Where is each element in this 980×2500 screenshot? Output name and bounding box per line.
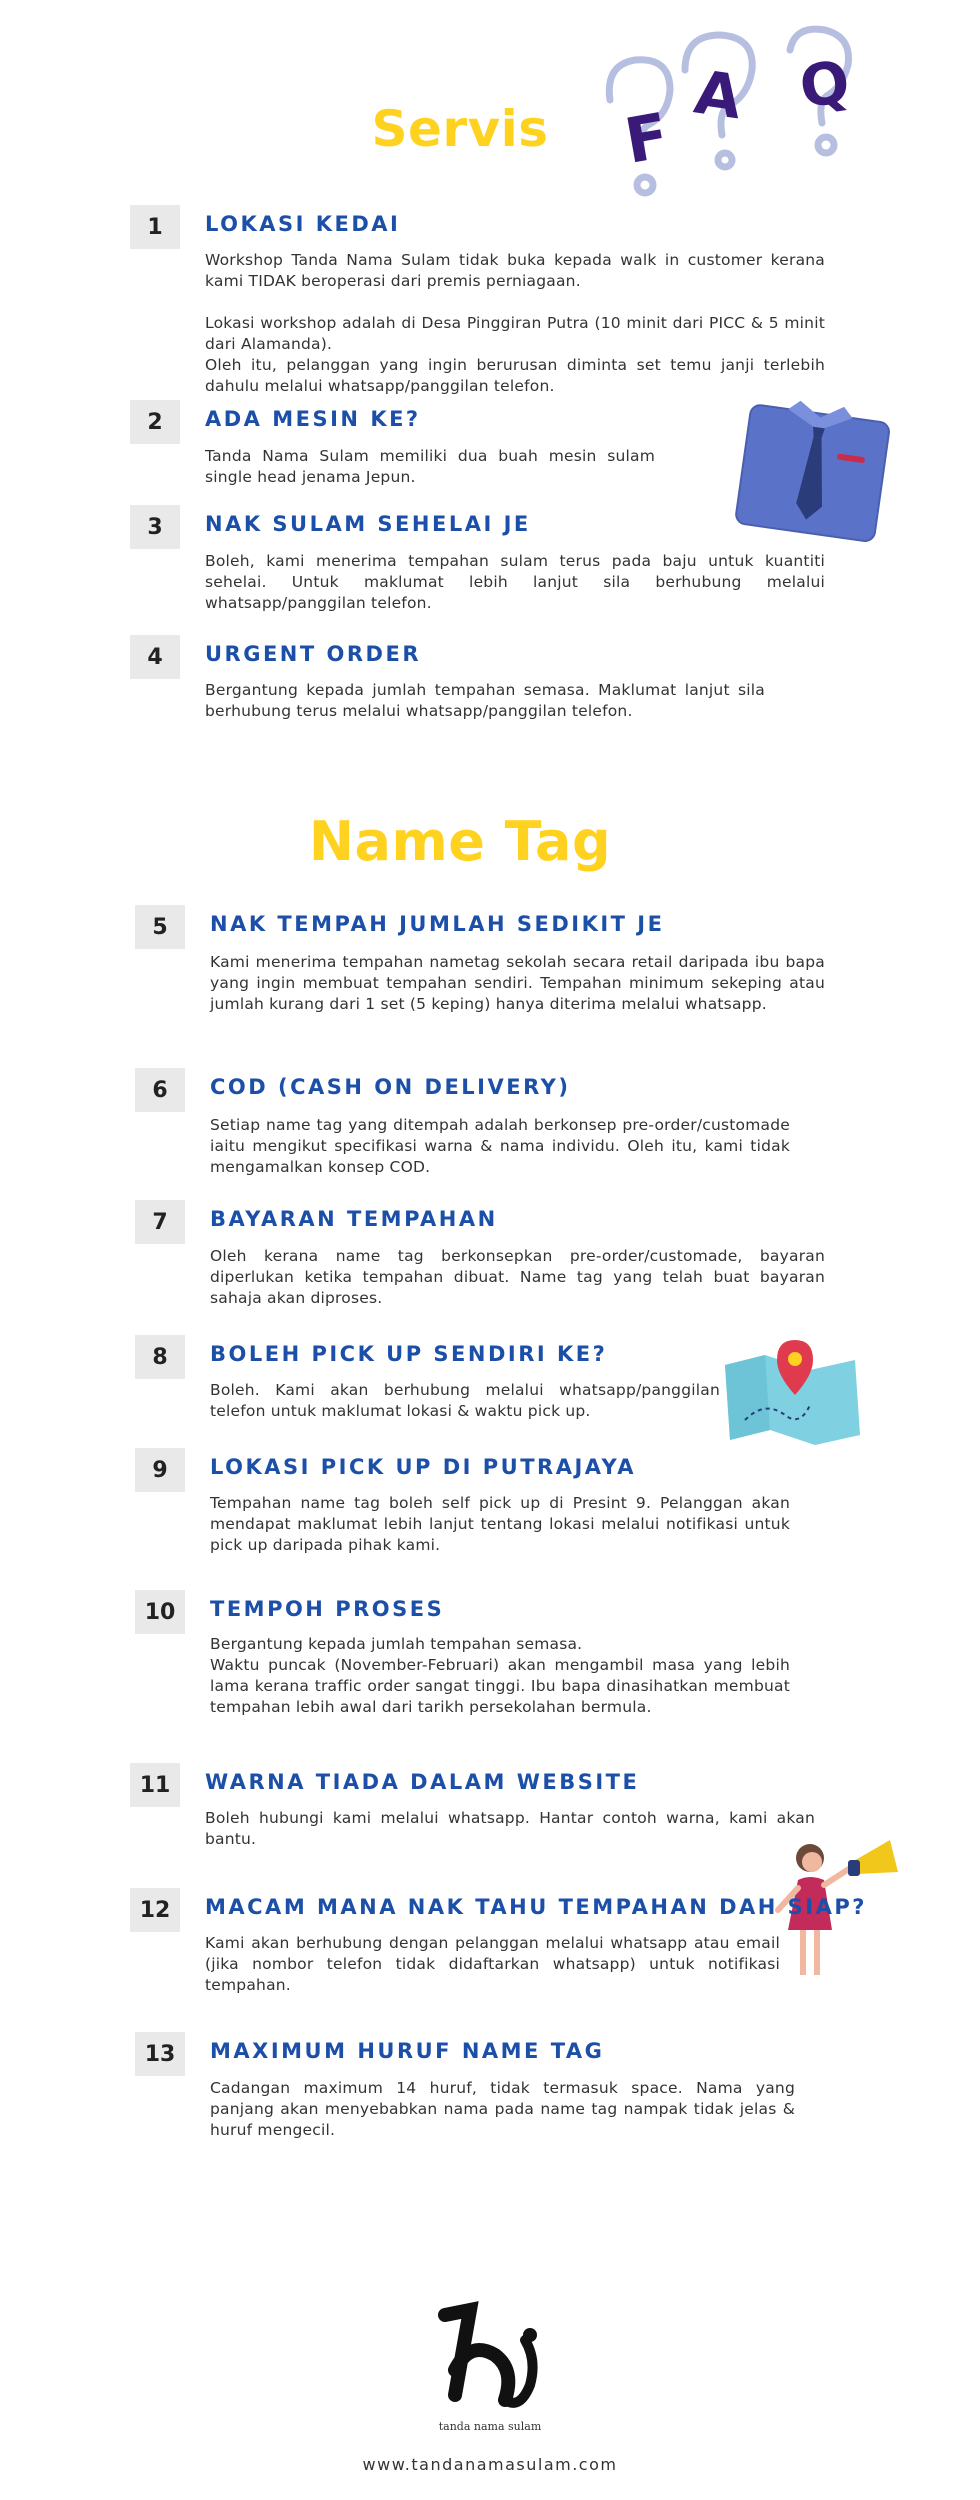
nametag-title: Name Tag <box>308 810 612 873</box>
faq-question: WARNA TIADA DALAM WEBSITE <box>205 1770 640 1794</box>
faq-question: LOKASI KEDAI <box>205 212 401 236</box>
faq-number: 1 <box>130 205 180 249</box>
map-pin-illustration <box>715 1335 865 1455</box>
faq-answer: Kami akan berhubung dengan pelanggan melalui whatsapp atau email (jika nombor telefon tidak didaftarkan whatsapp) untuk notifikasi tempahan. <box>205 1934 780 1994</box>
faq-answer: Bergantung kepada jumlah tempahan semasa. Waktu puncak (November-Februari) akan mengambil masa yang lebih lama kerana traffic order sangat tinggi. Ibu bapa dinasihatkan membuat tempahan lebih awal dari tarikh persekolahan bermula. <box>210 1635 790 1716</box>
faq-answer: Bergantung kepada jumlah tempahan semasa. Maklumat lanjut sila berhubung terus melalui whatsapp/panggilan telefon. <box>205 681 765 720</box>
faq-number: 11 <box>130 1763 180 1807</box>
faq-question: MACAM MANA NAK TAHU TEMPAHAN DAH SIAP? <box>205 1895 867 1919</box>
faq-illustration <box>590 25 890 225</box>
faq-answer: Boleh hubungi kami melalui whatsapp. Hantar contoh warna, kami akan bantu. <box>205 1809 815 1848</box>
faq-answer: Workshop Tanda Nama Sulam tidak buka kepada walk in customer kerana kami TIDAK beroperasi dari premis perniagaan. Lokasi workshop adalah di Desa Pinggiran Putra (10 minit dari PICC & 5 minit dari Alamanda). Oleh itu, pelanggan yang ingin berurusan diminta set temu janji terlebih dahulu melalui whatsapp/panggilan telefon. <box>205 251 825 395</box>
faq-question: ADA MESIN KE? <box>205 407 421 431</box>
faq-question: BAYARAN TEMPAHAN <box>210 1207 498 1231</box>
faq-answer: Tempahan name tag boleh self pick up di Presint 9. Pelanggan akan mendapat maklumat lebih lanjut tentang lokasi melalui notifikasi untuk pick up daripada pihak kami. <box>210 1494 790 1554</box>
faq-answer: Setiap name tag yang ditempah adalah berkonsep pre-order/customade iaitu mengikut specifikasi warna & nama individu. Oleh itu, kami tidak mengamalkan konsep COD. <box>210 1116 790 1176</box>
faq-number: 6 <box>135 1068 185 1112</box>
faq-number: 10 <box>135 1590 185 1634</box>
faq-answer: Oleh kerana name tag berkonsepkan pre-order/customade, bayaran diperlukan ketika tempahan dibuat. Name tag yang telah buat bayaran sahaja akan diproses. <box>210 1247 825 1307</box>
website-url[interactable]: www.tandanamasulam.com <box>362 2455 618 2474</box>
faq-letter-f: F <box>619 98 674 178</box>
faq-number: 4 <box>130 635 180 679</box>
brand-tagline: tanda nama sulam <box>438 2420 542 2433</box>
faq-question: BOLEH PICK UP SENDIRI KE? <box>210 1342 608 1366</box>
faq-question: NAK TEMPAH JUMLAH SEDIKIT JE <box>210 912 665 936</box>
brand-logo <box>425 2300 555 2420</box>
faq-question: URGENT ORDER <box>205 642 421 666</box>
faq-number: 3 <box>130 505 180 549</box>
faq-answer: Boleh, kami menerima tempahan sulam terus pada baju untuk kuantiti sehelai. Untuk maklumat lebih lanjut sila berhubung melalui whatsapp/panggilan telefon. <box>205 552 825 612</box>
faq-question: LOKASI PICK UP DI PUTRAJAYA <box>210 1455 636 1479</box>
shirt-illustration <box>735 395 890 545</box>
faq-question: NAK SULAM SEHELAI JE <box>205 512 531 536</box>
faq-answer: Tanda Nama Sulam memiliki dua buah mesin sulam single head jenama Jepun. <box>205 447 655 486</box>
faq-number: 12 <box>130 1888 180 1932</box>
faq-number: 9 <box>135 1448 185 1492</box>
faq-number: 7 <box>135 1200 185 1244</box>
faq-letter-q: Q <box>795 47 854 122</box>
faq-answer: Boleh. Kami akan berhubung melalui whatsapp/panggilan telefon untuk maklumat lokasi & waktu pick up. <box>210 1381 720 1420</box>
faq-number: 8 <box>135 1335 185 1379</box>
faq-number: 5 <box>135 905 185 949</box>
faq-answer: Cadangan maximum 14 huruf, tidak termasuk space. Nama yang panjang akan menyebabkan nama pada name tag nampak tidak jelas & huruf mengecil. <box>210 2079 795 2139</box>
faq-answer: Kami menerima tempahan nametag sekolah secara retail daripada ibu bapa yang ingin membuat tempahan sendiri. Tempahan minimum sekeping atau jumlah kurang dari 1 set (5 keping) hanya diterima melalui whatsapp. <box>210 953 825 1013</box>
faq-question: MAXIMUM HURUF NAME TAG <box>210 2039 605 2063</box>
servis-title: Servis <box>371 100 549 158</box>
faq-letter-a: A <box>690 57 747 134</box>
faq-question: COD (CASH ON DELIVERY) <box>210 1075 571 1099</box>
faq-number: 13 <box>135 2032 185 2076</box>
faq-number: 2 <box>130 400 180 444</box>
faq-question: TEMPOH PROSES <box>210 1597 445 1621</box>
